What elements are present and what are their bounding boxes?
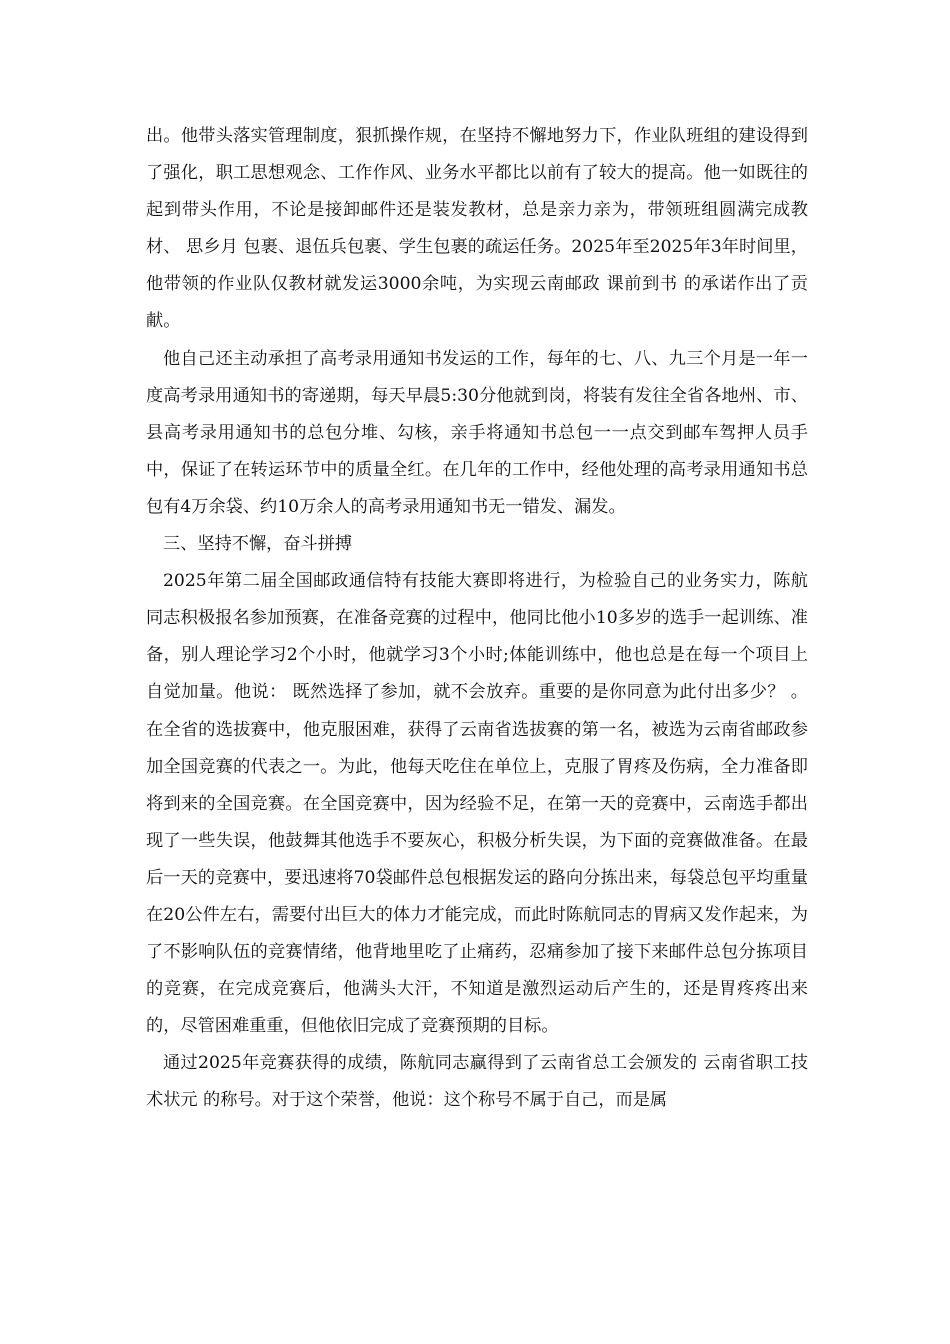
paragraph-management: 出。他带头落实管理制度，狠抓操作规，在坚持不懈地努力下，作业队班组的建设得到了强化，职工思想观念、工作作风、业务水平都比以前有了较大的提高。他一如既往的起到带头作用，不论是接卸邮件还是装发教材，总是亲力亲为，带领班组圆满完成教材、 思乡月 包裹、退伍兵包裹、学生包裹的疏运任务。2025年至2025年3年时间里，他带领的作业队仅教材就发运3000余吨，为实现云南邮政 课前到书 的承诺作出了贡献。 (146, 126, 808, 332)
paragraph-competition: 2025年第二届全国邮政通信特有技能大赛即将进行，为检验自己的业务实力，陈航同志积极报名参加预赛，在准备竞赛的过程中，他同比他小10多岁的选手一起训练、准备，别人理论学习2个小时，他就学习3个小时;体能训练中，他也总是在每一个项目上自觉加量。他说： 既然选择了参加，就不会放弃。重要的是你同意为此付出多少？ 。在全省的选拔赛中，他克服困难，获得了云南省选拔赛的第一名，被选为云南省邮政参加全国竞赛的代表之一。为此，他每天吃住在单位上，克服了胃疼及伤病，全力准备即将到来的全国竞赛。在全国竞赛中，因为经验不足，在第一天的竞赛中，云南选手都出现了一些失误，他鼓舞其他选手不要灰心，积极分析失误，为下面的竞赛做准备。在最后一天的竞赛中，要迅速将70袋邮件总包根据发运的路向分拣出来，每袋总包平均重量在20公件左右，需要付出巨大的体力才能完成，而此时陈航同志的胃病又发作起来，为了不影响队伍的竞赛情绪，他背地里吃了止痛药，忍痛参加了接下来邮件总包分拣项目的竞赛，在完成竞赛后，他满头大汗，不知道是激烈运动后产生的，还是胃疼疼出来的，尽管困难重重，但他依旧完成了竞赛预期的目标。 (146, 571, 808, 1037)
section-heading: 三、坚持不懈，奋斗拼搏 (163, 534, 353, 555)
paragraph-admission-notices: 他自己还主动承担了高考录用通知书发运的工作，每年的七、八、九三个月是一年一度高考录用通知书的寄递期，每天早晨5:30分他就到岗，将装有发往全省各地州、市、县高考录用通知书的总包分堆、勾核，亲手将通知书总包一一点交到邮车驾押人员手中，保证了在转运环节中的质量全红。在几年的工作中，经他处理的高考录用通知书总包有4万余袋、约10万余人的高考录用通知书无一错发、漏发。 (146, 348, 808, 517)
document-page (146, 118, 808, 1120)
paragraph-honor: 通过2025年竞赛获得的成绩，陈航同志赢得到了云南省总工会颁发的 云南省职工技术状元 的称号。对于这个荣誉，他说：这个称号不属于自己，而是属 (146, 1053, 808, 1111)
